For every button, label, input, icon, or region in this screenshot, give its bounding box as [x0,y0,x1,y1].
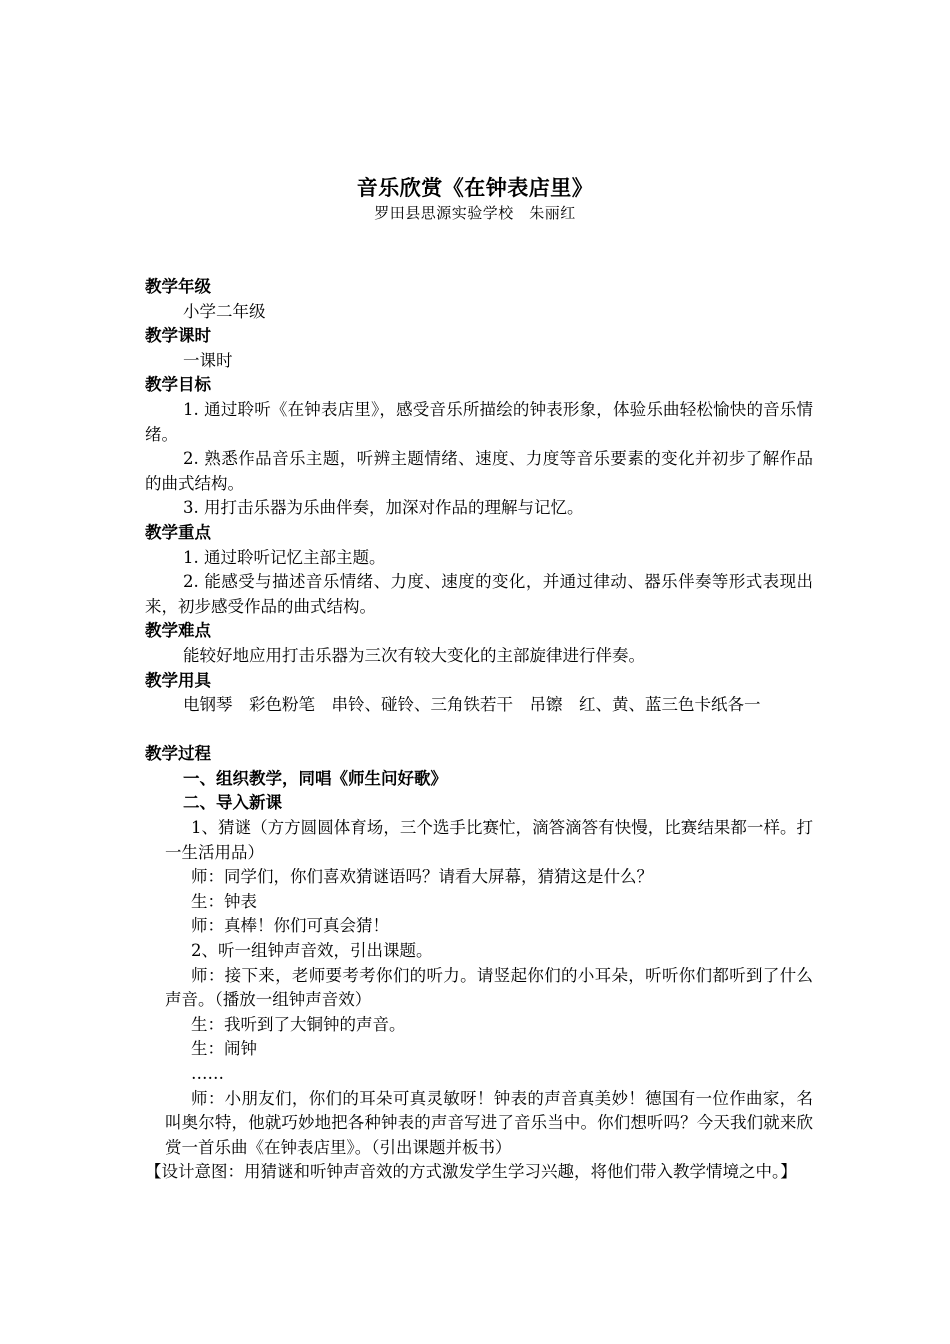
process-line: 1、猜谜（方方圆圆体育场，三个选手比赛忙，滴答滴答有快慢，比赛结果都一样。打一生活用品） [165,818,813,862]
tools-text: 电钢琴 彩色粉笔 串铃、碰铃、三角铁若干 吊镲 红、黄、蓝三色卡纸各一 [183,695,761,715]
section-heading-difficulty: 教学难点 [145,621,211,641]
dialogue-line: 生：钟表 [191,891,257,911]
goal-item: 1. 通过聆听《在钟表店里》，感受音乐所描绘的钟表形象，体验乐曲轻松愉快的音乐情绪。 [145,399,813,444]
process-step-1: 一、组织教学，同唱《师生问好歌》 [183,768,447,788]
section-heading-hours: 教学课时 [145,326,211,346]
grade-text: 小学二年级 [183,301,266,321]
section-heading-grade: 教学年级 [145,277,211,296]
section-heading-tools: 教学用具 [145,670,211,690]
document-body [145,275,813,1185]
section-heading-goals: 教学目标 [145,375,211,395]
difficulty-text: 能较好地应用打击乐器为三次有较大变化的主部旋律进行伴奏。 [183,645,645,665]
process-step-2: 二、导入新课 [183,793,282,813]
dialogue-line: 师：同学们，你们喜欢猜谜语吗？请看大屏幕，猜猜这是什么？ [191,867,653,887]
hours-text: 一课时 [183,350,233,370]
spacer [145,718,813,743]
dialogue-line: 师：小朋友们，你们的耳朵可真灵敏呀！钟表的声音真美妙！德国有一位作曲家，名叫奥尔特，他就巧妙地把各种钟表的声音写进了音乐当中。你们想听吗？今天我们就来欣赏一首乐曲《在钟表店里》。（引出课题并板书） [165,1088,813,1157]
goal-item: 2. 熟悉作品音乐主题，听辨主题情绪、速度、力度等音乐要素的变化并初步了解作品的曲式结构。 [145,449,813,493]
dialogue-line: 师：真棒！你们可真会猜！ [191,916,389,936]
focus-item: 2. 能感受与描述音乐情绪、力度、速度的变化，并通过律动、器乐伴奏等形式表现出来，初步感受作品的曲式结构。 [145,572,813,616]
dialogue-line: 师：接下来，老师要考考你们的听力。请竖起你们的小耳朵，听听你们都听到了什么声音。（播放一组钟声音效） [165,965,813,1010]
dialogue-line: 生：我听到了大铜钟的声音。 [191,1014,406,1034]
document-title: 音乐欣赏《在钟表店里》 [356,175,594,200]
design-note: 【设计意图：用猜谜和听钟声音效的方式激发学生学习兴趣，将他们带入教学情境之中。】 [145,1162,797,1182]
section-heading-focus: 教学重点 [145,522,211,542]
ellipsis-line: …… [191,1064,224,1083]
section-heading-process: 教学过程 [145,744,211,764]
focus-item: 1. 通过聆听记忆主部主题。 [183,547,386,567]
process-line: 2、听一组钟声音效，引出课题。 [191,941,433,961]
goal-item: 3. 用打击乐器为乐曲伴奏，加深对作品的理解与记忆。 [183,498,584,518]
author-line: 罗田县思源实验学校 朱丽红 [374,204,576,222]
dialogue-line: 生：闹钟 [191,1039,257,1059]
